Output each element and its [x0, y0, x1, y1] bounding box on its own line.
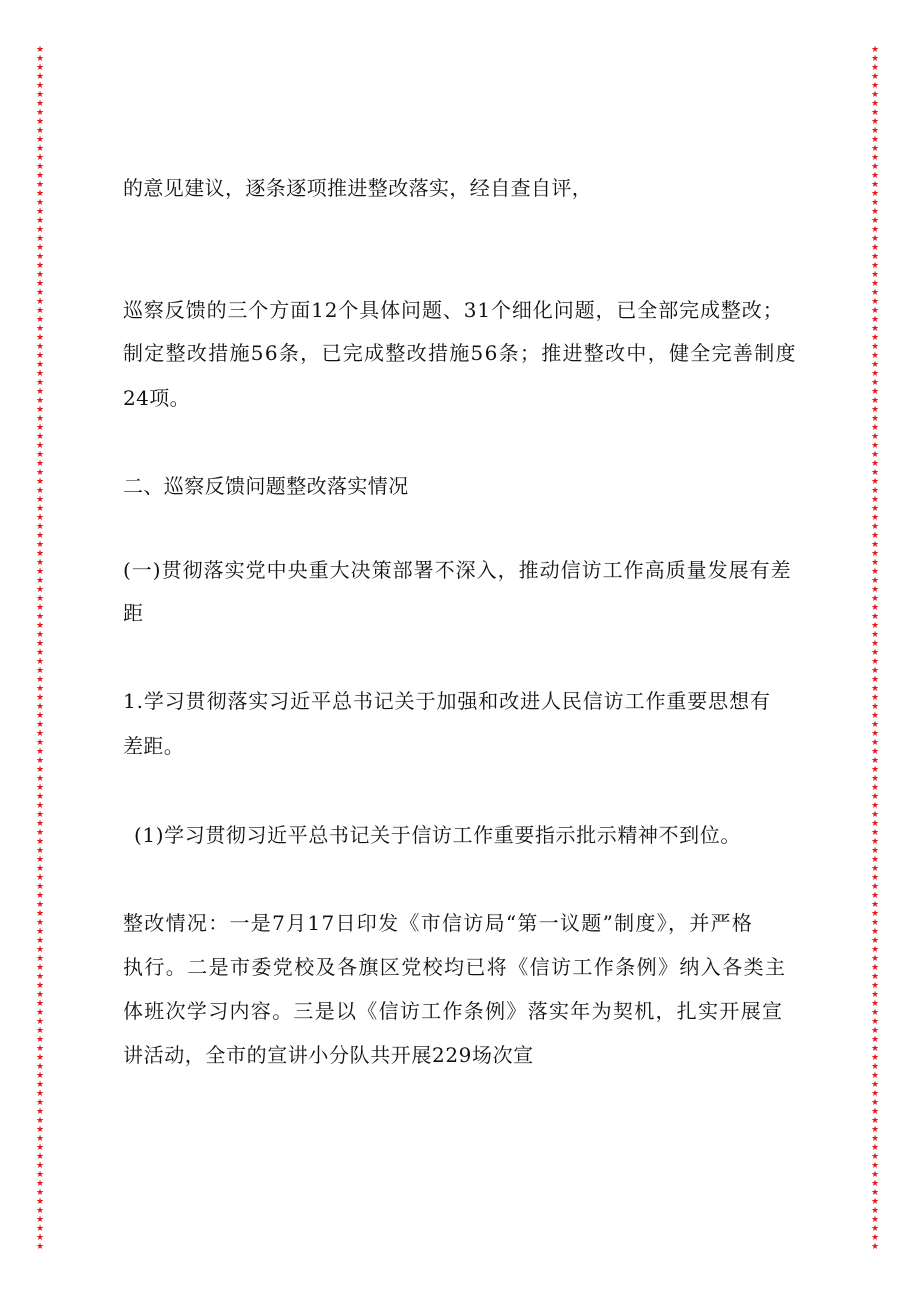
paragraph-line: 体班次学习内容。三是以《信访工作条例》落实年为契机，扎实开展宣 [123, 999, 784, 1023]
paragraph-line: 的意见建议，逐条逐项推进整改落实，经自查自评， [123, 176, 593, 200]
paragraph-line: 24项。 [123, 386, 191, 410]
subsection-heading: (一)贯彻落实党中央重大决策部署不深入，推动信访工作高质量发展有差 [123, 558, 792, 582]
section-heading: 二、巡察反馈问题整改落实情况 [123, 474, 409, 498]
left-star-border: ★ ★ ★ ★ ★ ★ ★ ★ ★ ★ ★ ★ ★ ★ ★ ★ ★ ★ ★ ★ ★ ★ ★ ★ ★ ★ ★ ★ ★ ★ ★ ★ ★ ★ ★ ★ ★ ★ ★ ★ ★ ★ ★ ★ ★ ★ ★ ★ ★ ★ ★ ★ ★ ★ ★ ★ ★ ★ ★ ★ ★ ★ ★ ★ ★ ★ ★ ★ ★ ★ ★ ★ ★ ★ ★ ★ ★ ★ ★ ★ ★ ★ ★ ★ ★ ★ ★ ★ ★ ★ ★ ★ ★ ★ ★ ★ ★ ★ ★ ★ ★ ★ ★ ★ ★ ★ ★ ★ ★ ★ ★ ★ ★ ★ ★ ★ ★ ★ ★ ★ ★ ★ ★ ★ ★ ★ ★ ★ ★ ★ ★ ★ ★ ★ [35, 46, 45, 1252]
item-heading-continued: 差距。 [123, 734, 185, 758]
subitem-heading: (1)学习贯彻习近平总书记关于信访工作重要指示批示精神不到位。 [134, 823, 741, 847]
paragraph-line: 讲活动，全市的宣讲小分队共开展229场次宣 [123, 1043, 534, 1067]
item-heading: 1.学习贯彻落实习近平总书记关于加强和改进人民信访工作重要思想有 [123, 689, 771, 713]
subsection-heading-continued: 距 [123, 601, 144, 625]
right-star-border: ★ ★ ★ ★ ★ ★ ★ ★ ★ ★ ★ ★ ★ ★ ★ ★ ★ ★ ★ ★ ★ ★ ★ ★ ★ ★ ★ ★ ★ ★ ★ ★ ★ ★ ★ ★ ★ ★ ★ ★ ★ ★ ★ ★ ★ ★ ★ ★ ★ ★ ★ ★ ★ ★ ★ ★ ★ ★ ★ ★ ★ ★ ★ ★ ★ ★ ★ ★ ★ ★ ★ ★ ★ ★ ★ ★ ★ ★ ★ ★ ★ ★ ★ ★ ★ ★ ★ ★ ★ ★ ★ ★ ★ ★ ★ ★ ★ ★ ★ ★ ★ ★ ★ ★ ★ ★ ★ ★ ★ ★ ★ ★ ★ ★ ★ ★ ★ ★ ★ ★ ★ ★ ★ ★ ★ ★ ★ ★ ★ ★ ★ ★ ★ ★ [870, 46, 880, 1252]
paragraph-line: 制定整改措施56条，已完成整改措施56条；推进整改中，健全完善制度 [123, 341, 797, 365]
paragraph-line: 执行。二是市委党校及各旗区党校均已将《信访工作条例》纳入各类主 [123, 955, 787, 979]
paragraph-line: 整改情况：一是7月17日印发《市信访局“第一议题”制度》，并严格 [123, 911, 754, 935]
paragraph-line: 巡察反馈的三个方面12个具体问题、31个细化问题，已全部完成整改； [123, 298, 784, 322]
